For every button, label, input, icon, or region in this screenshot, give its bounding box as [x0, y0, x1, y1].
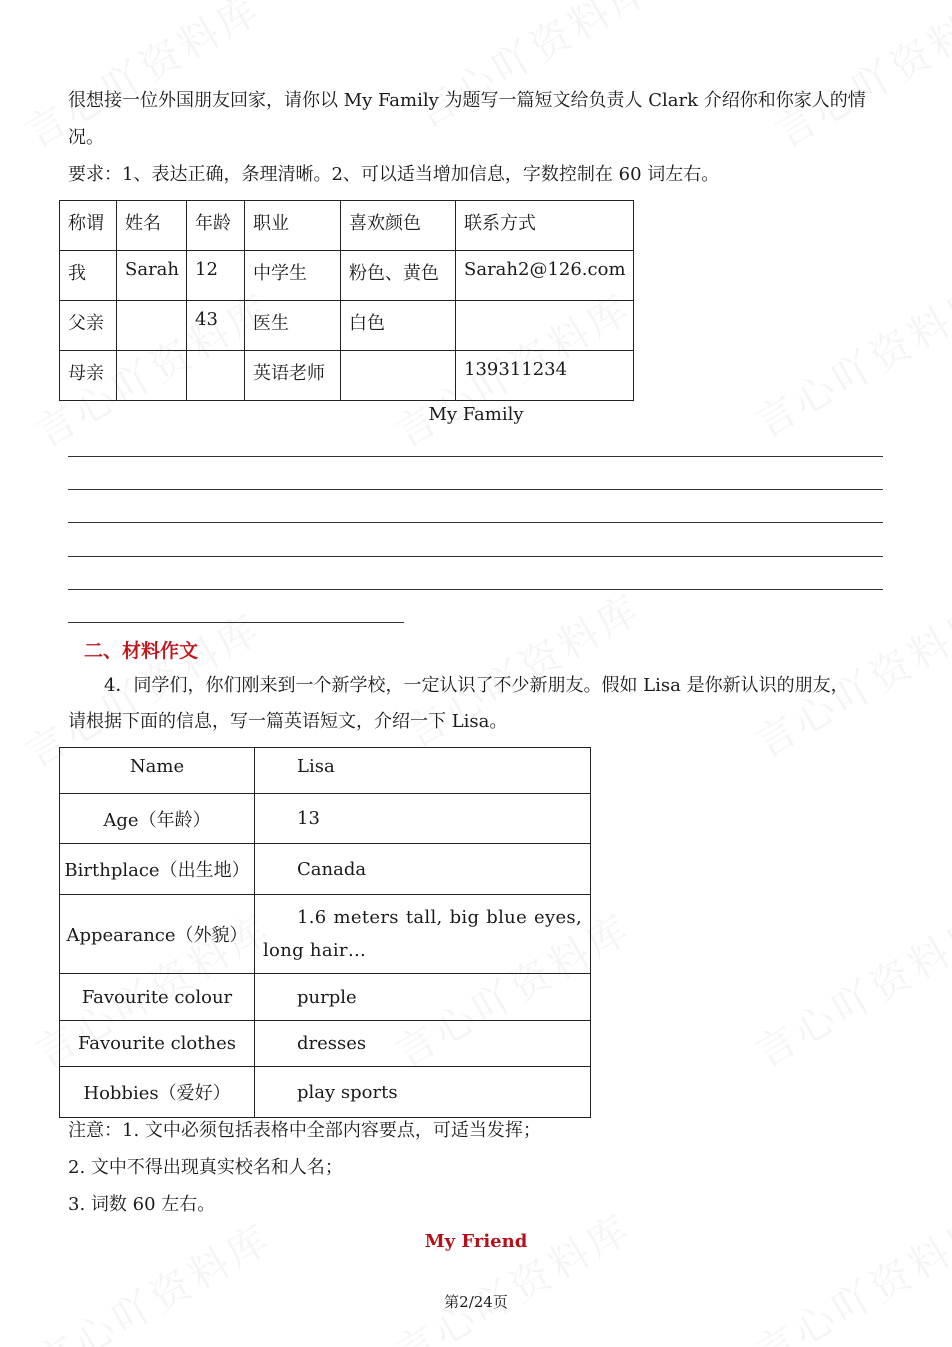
header-cell: 称谓 [60, 201, 117, 251]
field-value: 13 [255, 794, 591, 844]
table-cell: 43 [187, 301, 245, 351]
lisa-info-table [59, 747, 591, 1118]
field-value: 1.6 meters tall, big blue eyes, long hair… [255, 895, 591, 974]
table-row [60, 301, 634, 351]
table-cell: 白色 [341, 301, 456, 351]
writing-line [68, 489, 883, 490]
field-label: Favourite colour [60, 974, 255, 1021]
note-2: 2. 文中不得出现真实校名和人名； [68, 1157, 343, 1178]
table-row [60, 895, 591, 974]
watermark [13, 0, 270, 159]
table-cell: Sarah [117, 251, 187, 301]
writing-line [68, 589, 883, 590]
requirements-text: 要求：1、表达正确，条理清晰。2、可以适当增加信息，字数控制在 60 词左右。 [68, 164, 720, 185]
intro-line-1: 很想接一位外国朋友回家，请你以 My Family 为题写一篇短文给负责人 Clark 介绍你和你家人的情 [68, 90, 866, 111]
field-label: Name [60, 748, 255, 794]
table-row [60, 844, 591, 895]
table-cell [117, 301, 187, 351]
header-cell: 姓名 [117, 201, 187, 251]
field-label: Appearance（外貌） [60, 895, 255, 974]
watermark [763, 0, 952, 159]
table-cell: 139311234 [456, 351, 634, 401]
table-row [60, 251, 634, 301]
page-number: 第2/24页 [444, 1293, 508, 1311]
field-value: play sports [255, 1067, 591, 1118]
field-value: Canada [255, 844, 591, 895]
table-cell: 医生 [245, 301, 341, 351]
writing-line [68, 456, 883, 457]
section-heading: 二、材料作文 [84, 640, 199, 662]
watermark [23, 1208, 280, 1347]
note-3: 3. 词数 60 左右。 [68, 1194, 216, 1215]
table-cell: 粉色、黄色 [341, 251, 456, 301]
writing-line [68, 622, 404, 623]
writing-line [68, 556, 883, 557]
header-cell: 联系方式 [456, 201, 634, 251]
watermark [403, 0, 660, 139]
table-cell: Sarah2@126.com [456, 251, 634, 301]
table-cell [341, 351, 456, 401]
field-label: Favourite clothes [60, 1021, 255, 1067]
watermark [383, 1198, 640, 1347]
question-4-line-2: 请根据下面的信息，写一篇英语短文，介绍一下 Lisa。 [68, 711, 508, 732]
friend-essay-title: My Friend [424, 1231, 528, 1252]
table-row [60, 974, 591, 1021]
family-info-table [59, 200, 634, 401]
field-value: Lisa [255, 748, 591, 794]
table-cell: 12 [187, 251, 245, 301]
table-cell [456, 301, 634, 351]
note-1: 注意：1. 文中必须包括表格中全部内容要点，可适当发挥； [68, 1120, 541, 1141]
table-row [60, 794, 591, 844]
table-cell: 英语老师 [245, 351, 341, 401]
table-row [60, 1021, 591, 1067]
table-row [60, 1067, 591, 1118]
table-cell [187, 351, 245, 401]
watermark [743, 1198, 952, 1347]
header-cell: 职业 [245, 201, 341, 251]
field-value: purple [255, 974, 591, 1021]
field-label: Hobbies（爱好） [60, 1067, 255, 1118]
table-row [60, 748, 591, 794]
field-label: Age（年龄） [60, 794, 255, 844]
writing-line [68, 522, 883, 523]
header-cell: 喜欢颜色 [341, 201, 456, 251]
intro-line-2: 况。 [68, 127, 104, 148]
table-cell: 我 [60, 251, 117, 301]
watermark [743, 898, 952, 1079]
field-value: dresses [255, 1021, 591, 1067]
table-cell: 母亲 [60, 351, 117, 401]
table-cell: 中学生 [245, 251, 341, 301]
family-essay-title: My Family [428, 404, 524, 425]
field-label: Birthplace（出生地） [60, 844, 255, 895]
table-row [60, 351, 634, 401]
question-4-line-1: 4．同学们，你们刚来到一个新学校，一定认识了不少新朋友。假如 Lisa 是你新认识的朋友， [104, 675, 849, 696]
header-cell: 年龄 [187, 201, 245, 251]
table-cell [117, 351, 187, 401]
table-header-row [60, 201, 634, 251]
table-cell: 父亲 [60, 301, 117, 351]
